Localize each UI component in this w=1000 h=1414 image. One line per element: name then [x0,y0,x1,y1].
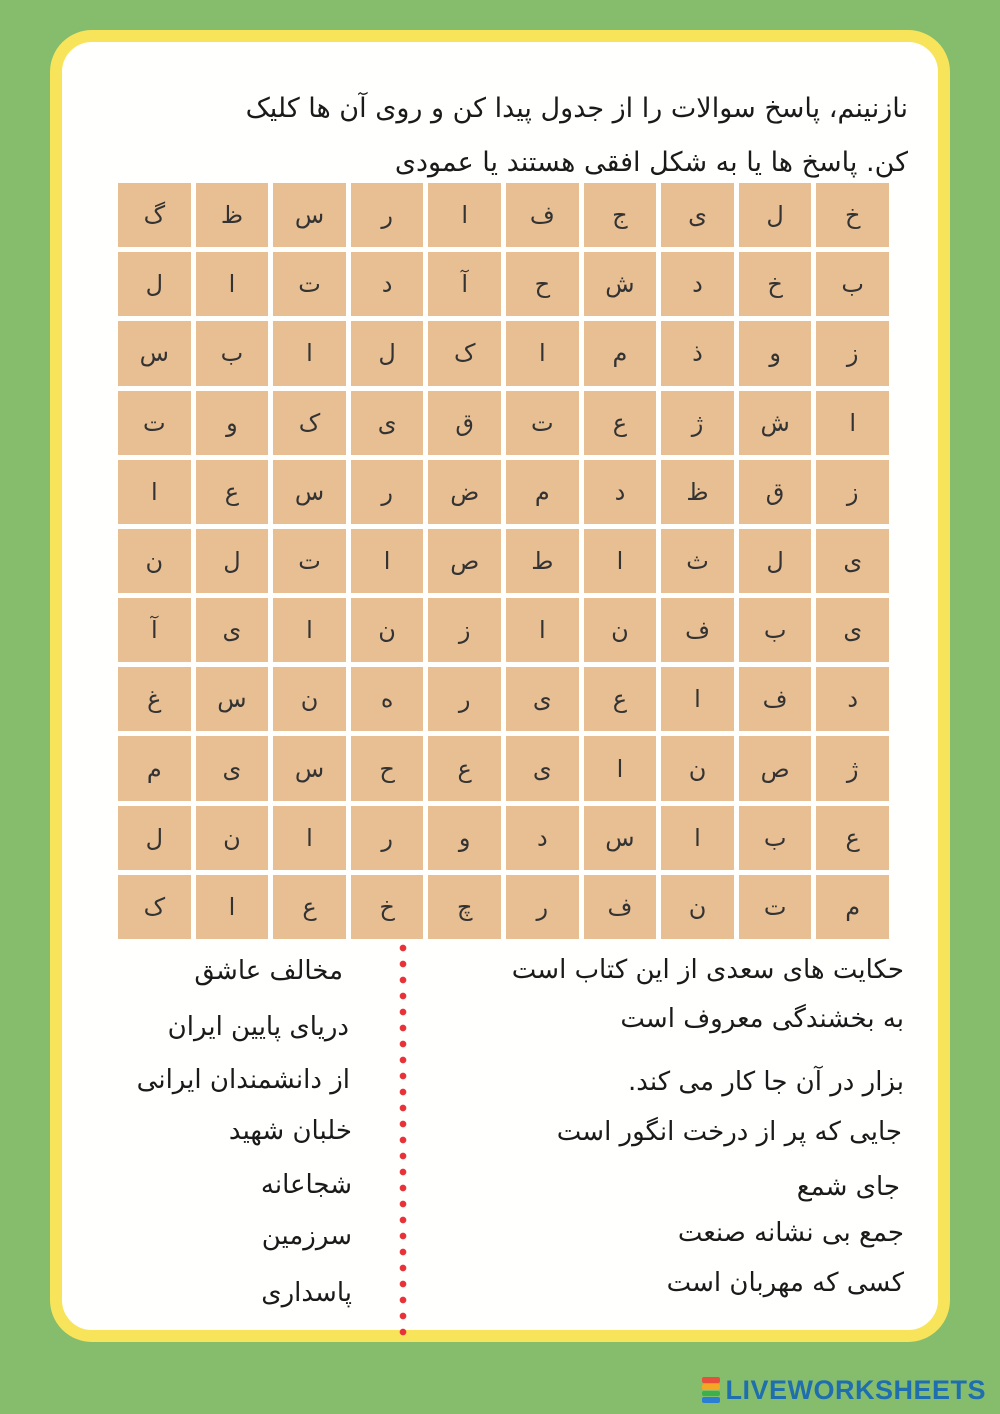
grid-cell[interactable]: ا [273,598,346,662]
grid-cell[interactable]: خ [351,875,424,939]
grid-cell[interactable]: ا [196,252,269,316]
grid-cell[interactable]: ا [584,736,657,800]
grid-cell[interactable]: گ [118,183,191,247]
grid-cell[interactable]: ش [739,391,812,455]
grid-cell[interactable]: ل [118,252,191,316]
grid-cell[interactable]: ن [196,806,269,870]
grid-cell[interactable]: س [118,321,191,385]
grid-cell[interactable]: ل [118,806,191,870]
grid-cell[interactable]: ا [506,598,579,662]
instructions [100,82,908,190]
clue-right-2: به بخشندگی معروف است [620,1004,904,1034]
grid-cell[interactable]: ن [661,875,734,939]
grid-cell[interactable]: ل [351,321,424,385]
clue-right-6: جمع بی نشانه صنعت [677,1218,904,1248]
grid-cell[interactable]: ر [428,667,501,731]
grid-cell[interactable]: ر [506,875,579,939]
logo-color-bar [702,1397,720,1403]
grid-cell[interactable]: ظ [661,460,734,524]
grid-cell[interactable]: ا [196,875,269,939]
grid-cell[interactable]: ت [739,875,812,939]
grid-cell[interactable]: ع [584,391,657,455]
grid-cell[interactable]: س [196,667,269,731]
dotted-divider [399,940,407,1340]
grid-cell[interactable]: ب [739,598,812,662]
grid-cell[interactable]: و [196,391,269,455]
grid-cell[interactable]: ی [816,529,889,593]
grid-cell[interactable]: ل [739,529,812,593]
grid-cell[interactable]: ژ [816,736,889,800]
grid-cell[interactable]: ل [739,183,812,247]
grid-cell[interactable]: ا [506,321,579,385]
clue-left-6: سرزمین [261,1221,352,1251]
grid-cell[interactable]: ا [661,806,734,870]
logo-color-bar [702,1384,720,1390]
grid-cell[interactable]: ق [428,391,501,455]
logo-color-bar [702,1391,720,1397]
grid-cell[interactable]: ن [584,598,657,662]
grid-cell[interactable]: ن [351,598,424,662]
clue-left-2: دریای پایین ایران [167,1012,349,1042]
grid-cell[interactable]: ض [428,460,501,524]
clue-right-4: جایی که پر از درخت انگور است [556,1117,902,1147]
grid-cell[interactable]: س [584,806,657,870]
grid-cell[interactable]: ع [584,667,657,731]
grid-cell[interactable]: ی [661,183,734,247]
grid-cell[interactable]: ز [428,598,501,662]
grid-cell[interactable]: ن [273,667,346,731]
grid-cell[interactable]: ا [273,321,346,385]
clue-right-7: کسی که مهربان است [666,1268,904,1298]
grid-cell[interactable]: د [816,667,889,731]
grid-cell[interactable]: ی [816,598,889,662]
grid-cell[interactable]: و [428,806,501,870]
clue-right-3: بزار در آن جا کار می کند. [628,1067,904,1097]
grid-cell[interactable]: ف [739,667,812,731]
logo-color-bar [702,1377,720,1383]
grid-cell[interactable]: ب [739,806,812,870]
grid-cell[interactable]: آ [118,598,191,662]
grid-cell[interactable]: ت [273,252,346,316]
grid-cell[interactable]: ر [351,806,424,870]
grid-cell[interactable]: د [506,806,579,870]
instructions-line-1: نازنینم، پاسخ سوالات را از جدول پیدا کن و روی آن ها کلیک [245,93,908,124]
grid-cell[interactable]: ز [816,321,889,385]
grid-cell[interactable]: ز [816,460,889,524]
grid-cell[interactable]: ف [584,875,657,939]
grid-cell[interactable]: ن [661,736,734,800]
grid-cell[interactable]: ی [506,667,579,731]
instructions-line-2: کن. پاسخ ها یا به شکل افقی هستند یا عمودی [394,147,908,178]
grid-cell[interactable]: ع [428,736,501,800]
grid-cell[interactable]: و [739,321,812,385]
clue-left-4: خلبان شهید [228,1116,352,1146]
grid-cell[interactable]: ی [196,598,269,662]
grid-cell[interactable]: م [118,736,191,800]
grid-cell[interactable]: ا [816,391,889,455]
grid-cell[interactable]: ا [118,460,191,524]
grid-cell[interactable]: ح [351,736,424,800]
liveworksheets-logo [702,1374,986,1406]
grid-cell[interactable]: ک [273,391,346,455]
grid-cell[interactable]: س [273,736,346,800]
clue-left-5: شجاعانه [260,1170,352,1200]
grid-cell[interactable]: ذ [661,321,734,385]
grid-cell[interactable]: س [273,183,346,247]
clue-right-5: جای شمع [796,1172,900,1202]
grid-cell[interactable]: چ [428,875,501,939]
grid-cell[interactable]: خ [739,252,812,316]
grid-cell[interactable]: ر [351,460,424,524]
grid-cell[interactable]: ر [351,183,424,247]
grid-cell[interactable]: ش [584,252,657,316]
grid-cell[interactable]: ب [816,252,889,316]
grid-cell[interactable]: ع [196,460,269,524]
grid-cell[interactable]: ف [661,598,734,662]
grid-cell[interactable]: م [506,460,579,524]
grid-cell[interactable]: م [816,875,889,939]
grid-cell[interactable]: ت [273,529,346,593]
word-search-grid [118,183,889,939]
grid-cell[interactable]: ا [273,806,346,870]
grid-cell[interactable]: ژ [661,391,734,455]
grid-cell[interactable]: ب [196,321,269,385]
grid-cell[interactable]: س [273,460,346,524]
grid-cell[interactable]: ا [428,183,501,247]
liveworksheets-logo-icon [702,1377,720,1403]
grid-cell[interactable]: ص [428,529,501,593]
grid-cell[interactable]: د [584,460,657,524]
clue-left-1: مخالف عاشق [194,956,343,986]
grid-cell[interactable]: ا [584,529,657,593]
clue-left-7: پاسداری [261,1278,352,1308]
grid-cell[interactable]: ظ [196,183,269,247]
grid-cell[interactable]: ل [196,529,269,593]
grid-cell[interactable]: ح [506,252,579,316]
grid-cell[interactable]: ا [661,667,734,731]
grid-cell[interactable]: ث [661,529,734,593]
grid-cell[interactable]: م [584,321,657,385]
grid-cell[interactable]: ق [739,460,812,524]
grid-cell[interactable]: ا [351,529,424,593]
grid-cell[interactable]: ه [351,667,424,731]
grid-cell[interactable]: ج [584,183,657,247]
grid-cell[interactable]: ت [506,391,579,455]
grid-cell[interactable]: ف [506,183,579,247]
grid-cell[interactable]: ص [739,736,812,800]
clue-left-3: از دانشمندان ایرانی [136,1065,350,1095]
grid-cell[interactable]: ع [273,875,346,939]
grid-cell[interactable]: غ [118,667,191,731]
grid-cell[interactable]: ی [196,736,269,800]
grid-cell[interactable]: ی [351,391,424,455]
grid-cell[interactable]: ع [816,806,889,870]
grid-cell[interactable]: ک [428,321,501,385]
clue-right-1: حکایت های سعدی از این کتاب است [511,955,904,985]
grid-cell[interactable]: آ [428,252,501,316]
grid-cell[interactable]: د [351,252,424,316]
grid-cell[interactable]: ک [118,875,191,939]
grid-cell[interactable]: ط [506,529,579,593]
grid-cell[interactable]: ی [506,736,579,800]
grid-cell[interactable]: د [661,252,734,316]
grid-cell[interactable]: ت [118,391,191,455]
grid-cell[interactable]: ن [118,529,191,593]
grid-cell[interactable]: خ [816,183,889,247]
liveworksheets-logo-text: LIVEWORKSHEETS [725,1374,986,1405]
